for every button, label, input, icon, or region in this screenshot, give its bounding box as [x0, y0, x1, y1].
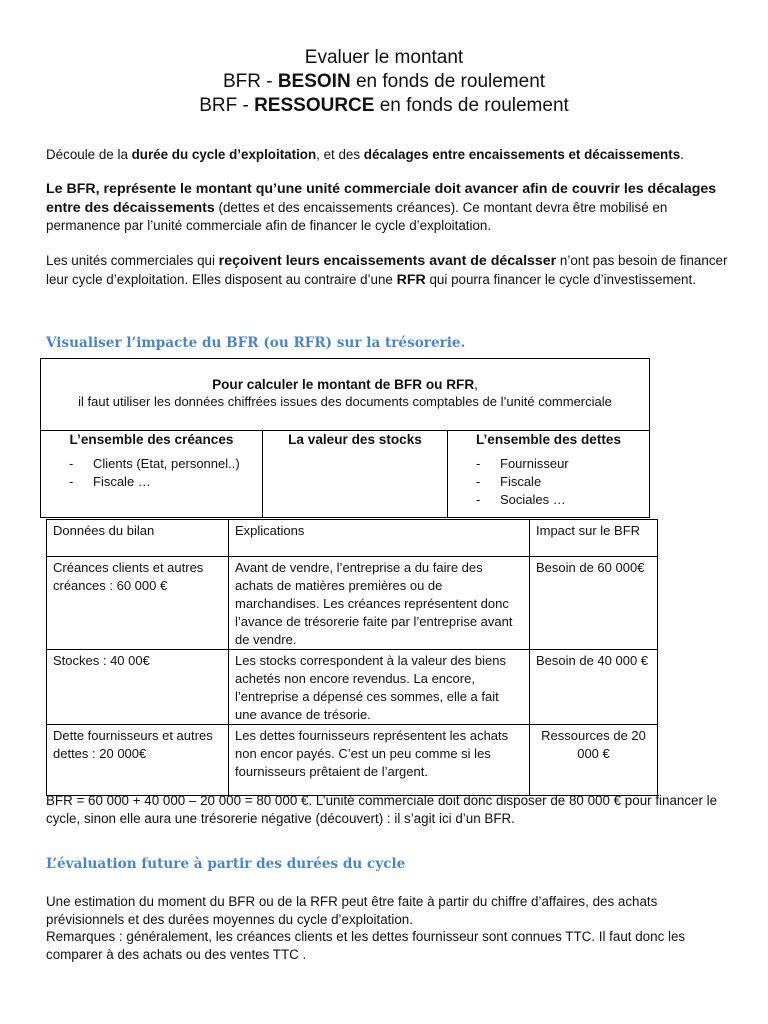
- column-dettes-title: L’ensemble des dettes: [475, 432, 622, 447]
- rfr-paragraph: [46, 252, 736, 289]
- bfr-definition: [46, 180, 736, 235]
- table-cell: Créances clients et autres créances : 60 000 €: [47, 557, 229, 650]
- column-stocks-title: La valeur des stocks: [288, 432, 422, 447]
- list-item: - Fiscale: [448, 473, 649, 491]
- table-cell: Avant de vendre, l’entreprise a du faire des achats de matières premières ou de marchandises. Les créances représentent donc l’avance de trésorerie faite par l’entreprise avant de vendre.: [229, 557, 530, 650]
- table-cell: Stockes : 40 00€: [47, 650, 229, 725]
- intro-text-2: , et des: [316, 147, 364, 162]
- intro-text-3: .: [680, 147, 684, 162]
- table-cell: Ressources de 20 000 €: [530, 725, 658, 796]
- table-cell: Dette fournisseurs et autres dettes : 20 000€: [47, 725, 229, 796]
- intro-text-1: Découle de la: [46, 147, 132, 162]
- title-line-2-bold: BESOIN: [277, 71, 351, 92]
- section-heading-tresorerie: Visualiser l’impacte du BFR (ou RFR) sur la trésorerie.: [46, 335, 466, 351]
- list-item: - Sociales …: [448, 491, 649, 509]
- title-line-3-bold: RESSOURCE: [254, 95, 375, 116]
- estimation-text: Une estimation du moment du BFR ou de la RFR peut être faite à partir du chiffre d’affaires, des achats prévisionnels et des durées moyennes du cycle d’exploitation.: [46, 894, 658, 927]
- table-header-cell: Impact sur le BFR: [530, 520, 658, 557]
- table-cell: Besoin de 60 000€: [530, 557, 658, 650]
- title-line-3-prefix: BRF -: [199, 95, 255, 116]
- title-line-3-suffix: en fonds de roulement: [374, 95, 569, 116]
- estimation-paragraph: [46, 893, 736, 963]
- table-cell: Besoin de 40 000 €: [530, 650, 658, 725]
- remarks-text: Remarques : généralement, les créances clients et les dettes fournisseur sont connues TTC. Il faut donc les comparer à des achats ou des ventes TTC .: [46, 929, 686, 962]
- rfr-text-1: Les unités commerciales qui: [46, 253, 219, 268]
- list-item: - Clients (Etat, personnel..): [41, 455, 262, 473]
- list-item: - Fiscale …: [41, 473, 262, 491]
- table-header-cell: Explications: [229, 520, 530, 557]
- section-heading-evaluation: L’évaluation future à partir des durées du cycle: [46, 856, 406, 872]
- bfr-definition-bold: Le BFR, représente le montant qu’une unité commerciale doit avancer afin de couvrir les décalages entre des décaissements: [46, 181, 717, 216]
- bfr-components-box: [40, 358, 650, 518]
- rfr-bold-2: RFR: [396, 271, 426, 288]
- rfr-bold-1: reçoivent leurs encaissements avant de décalsser: [218, 253, 557, 269]
- intro-bold-2: décalages entre encaissements et décaissements: [363, 147, 681, 162]
- box-header-subtitle: il faut utiliser les données chiffrées issues des documents comptables de l’unité commerciale: [78, 394, 612, 409]
- rfr-text-3: qui pourra financer le cycle d’investissement.: [425, 271, 696, 287]
- column-stocks: [263, 431, 448, 518]
- table-header-row: [47, 520, 658, 557]
- bfr-definition-rest: (dettes et des encaissements créances). Ce montant devra être mobilisé en permanence par l’unité commerciale afin de financer le cycle d’exploitation.: [46, 199, 668, 233]
- creances-list: [41, 455, 262, 491]
- dettes-list: [448, 455, 649, 509]
- box-header: [41, 359, 649, 431]
- table-row: [47, 650, 658, 725]
- column-creances: [41, 431, 263, 518]
- table-header-cell: Données du bilan: [47, 520, 229, 557]
- box-header-comma: ,: [474, 377, 478, 392]
- box-header-bold: Pour calculer le montant de BFR ou RFR: [212, 377, 475, 392]
- table-cell: Les dettes fournisseurs représentent les achats non encor payés. C’est un peu comme si les fournisseurs prêtaient de l’argent.: [229, 725, 530, 796]
- table-row: [47, 557, 658, 650]
- page-title: [0, 46, 768, 118]
- intro-bold-1: durée du cycle d’exploitation: [131, 147, 317, 162]
- title-line-2: [0, 70, 768, 94]
- bilan-table: [46, 519, 658, 796]
- column-dettes: [448, 431, 649, 518]
- bfr-calculation: BFR = 60 000 + 40 000 – 20 000 = 80 000 €. L’unité commerciale doit donc disposer de 80 000 € pour financer le cycle, sinon elle aura une trésorerie négative (découvert) : il s’agit ici d’un BFR.: [46, 793, 718, 826]
- title-line-2-suffix: en fonds de roulement: [350, 71, 546, 92]
- column-creances-title: L’ensemble des créances: [69, 432, 234, 447]
- title-line-3: [0, 94, 768, 118]
- title-line-2-prefix: BFR -: [222, 71, 278, 92]
- title-line-1: Evaluer le montant: [304, 47, 464, 68]
- table-row: [47, 725, 658, 796]
- rfr-text-2: n’ont pas besoin de financer leur cycle d’exploitation. Elles disposent au contraire d’une: [46, 253, 728, 287]
- box-header-title: [41, 377, 649, 392]
- intro-paragraph: [46, 146, 736, 164]
- list-item: - Fournisseur: [448, 455, 649, 473]
- table-cell: Les stocks correspondent à la valeur des biens achetés non encore revendus. La encore, l’entreprise a dépensé ces sommes, elle a fait une avance de trésorie.: [229, 650, 530, 725]
